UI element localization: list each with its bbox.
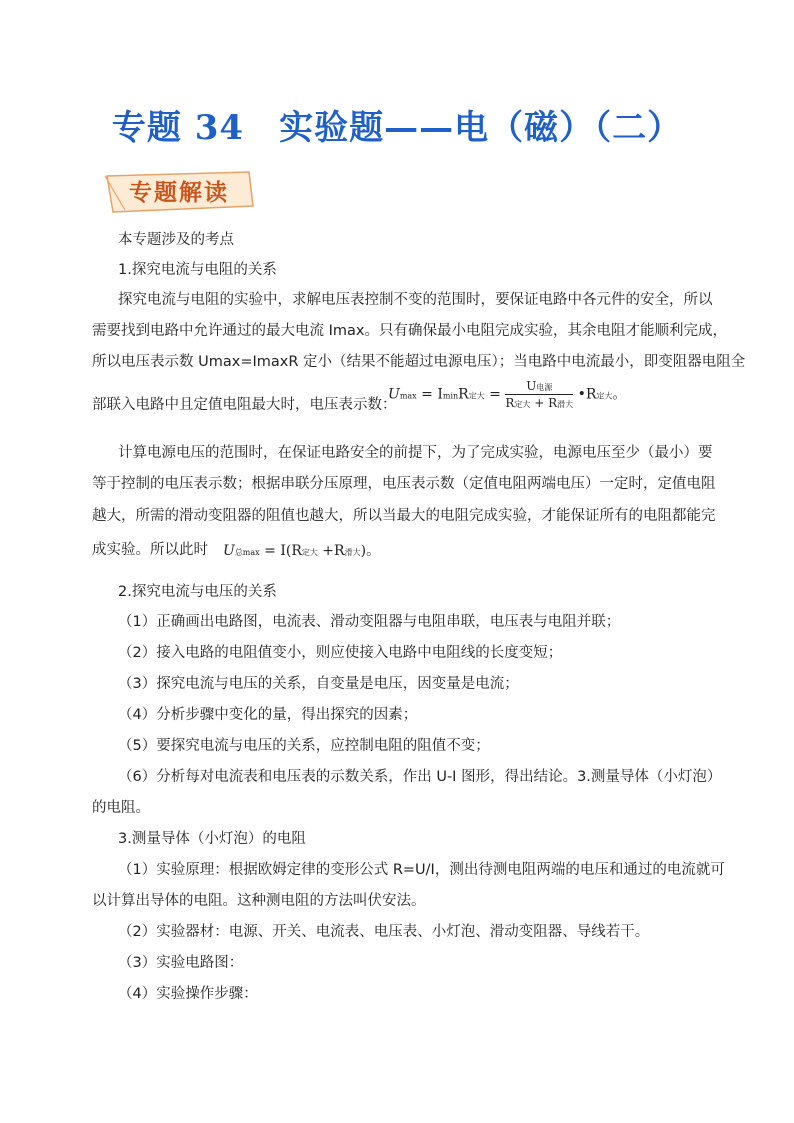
s1-line-6: 等于控制的电压表示数；根据串联分压原理，电压表示数（定值电阻两端电压）一定时，定值电阻: [92, 476, 716, 492]
s3-item-1-line-1: （1）实验原理：根据欧姆定律的变形公式 R=U/I，测出待测电阻两端的电压和通过的电流就可: [118, 862, 725, 878]
s2-item-6-line-2: 的电阻。: [92, 800, 150, 816]
s3-item-2: （2）实验器材：电源、开关、电流表、电压表、小灯泡、滑动变阻器、导线若干。: [118, 924, 650, 940]
s2-item-1: （1）正确画出电路图，电流表、滑动变阻器与电阻串联，电压表与电阻并联；: [118, 614, 621, 630]
formula-umax: Umax = IminR定大 = $\frac{\text{U电源}}{\text{R定大 + R滑大}}$ •R定大。: [388, 379, 627, 410]
s3-item-1-line-2: 以计算出导体的电阻。这种测电阻的方法叫伏安法。: [92, 893, 426, 909]
s1-line-2: 需要找到电路中允许通过的最大电流 Imax。只有确保最小电阻完成实验，其余电阻才能顺利完成，: [92, 323, 727, 339]
s3-item-4: （4）实验操作步骤：: [118, 986, 258, 1002]
s3-item-3: （3）实验电路图：: [118, 955, 244, 971]
s1-line-8: 成实验。所以此时: [92, 542, 208, 558]
s1-line-7: 越大，所需的滑动变阻器的阻值也越大，所以当最大的电阻完成实验，才能保证所有的电阻都能完: [92, 508, 716, 524]
s2-item-3: （3）探究电流与电压的关系，自变量是电压，因变量是电流；: [118, 676, 519, 692]
s1-line-3: 所以电压表示数 Umax=ImaxR 定小（结果不能超过电源电压）；当电路中电流最小，即变阻器电阻全: [92, 354, 746, 370]
s2-item-5: （5）要探究电流与电压的关系，应控制电阻的阻值不变；: [118, 738, 490, 754]
s1-line-4: 部联入电路中且定值电阻最大时，电压表示数：: [92, 397, 397, 413]
s1-line-5: 计算电源电压的范围时，在保证电路安全的前提下，为了完成实验，电源电压至少（最小）要: [118, 445, 713, 461]
s2-item-2: （2）接入电路的电阻值变小，则应使接入电路中电阻线的长度变短；: [118, 645, 563, 661]
section-3-heading: 3.测量导体（小灯泡）的电阻: [118, 831, 306, 847]
formula-total-max: U总max = I(R定大 +R滑大)。: [223, 543, 381, 559]
page-title: 专题 34 实验题——电（磁）（二）: [111, 108, 683, 148]
s2-item-6-line-1: （6）分析每对电流表和电压表的示数关系，作出 U-I 图形，得出结论。3.测量导体（小灯泡）: [118, 769, 722, 785]
topic-banner: [103, 170, 255, 214]
intro-text: 本专题涉及的考点: [118, 232, 234, 248]
section-2-heading: 2.探究电流与电压的关系: [118, 584, 277, 600]
s1-line-1: 探究电流与电阻的实验中，求解电压表控制不变的范围时，要保证电路中各元件的安全，所以: [118, 292, 713, 308]
banner-text: 专题解读: [129, 179, 229, 206]
s2-item-4: （4）分析步骤中变化的量，得出探究的因素；: [118, 707, 418, 723]
section-1-heading: 1.探究电流与电阻的关系: [118, 262, 277, 278]
